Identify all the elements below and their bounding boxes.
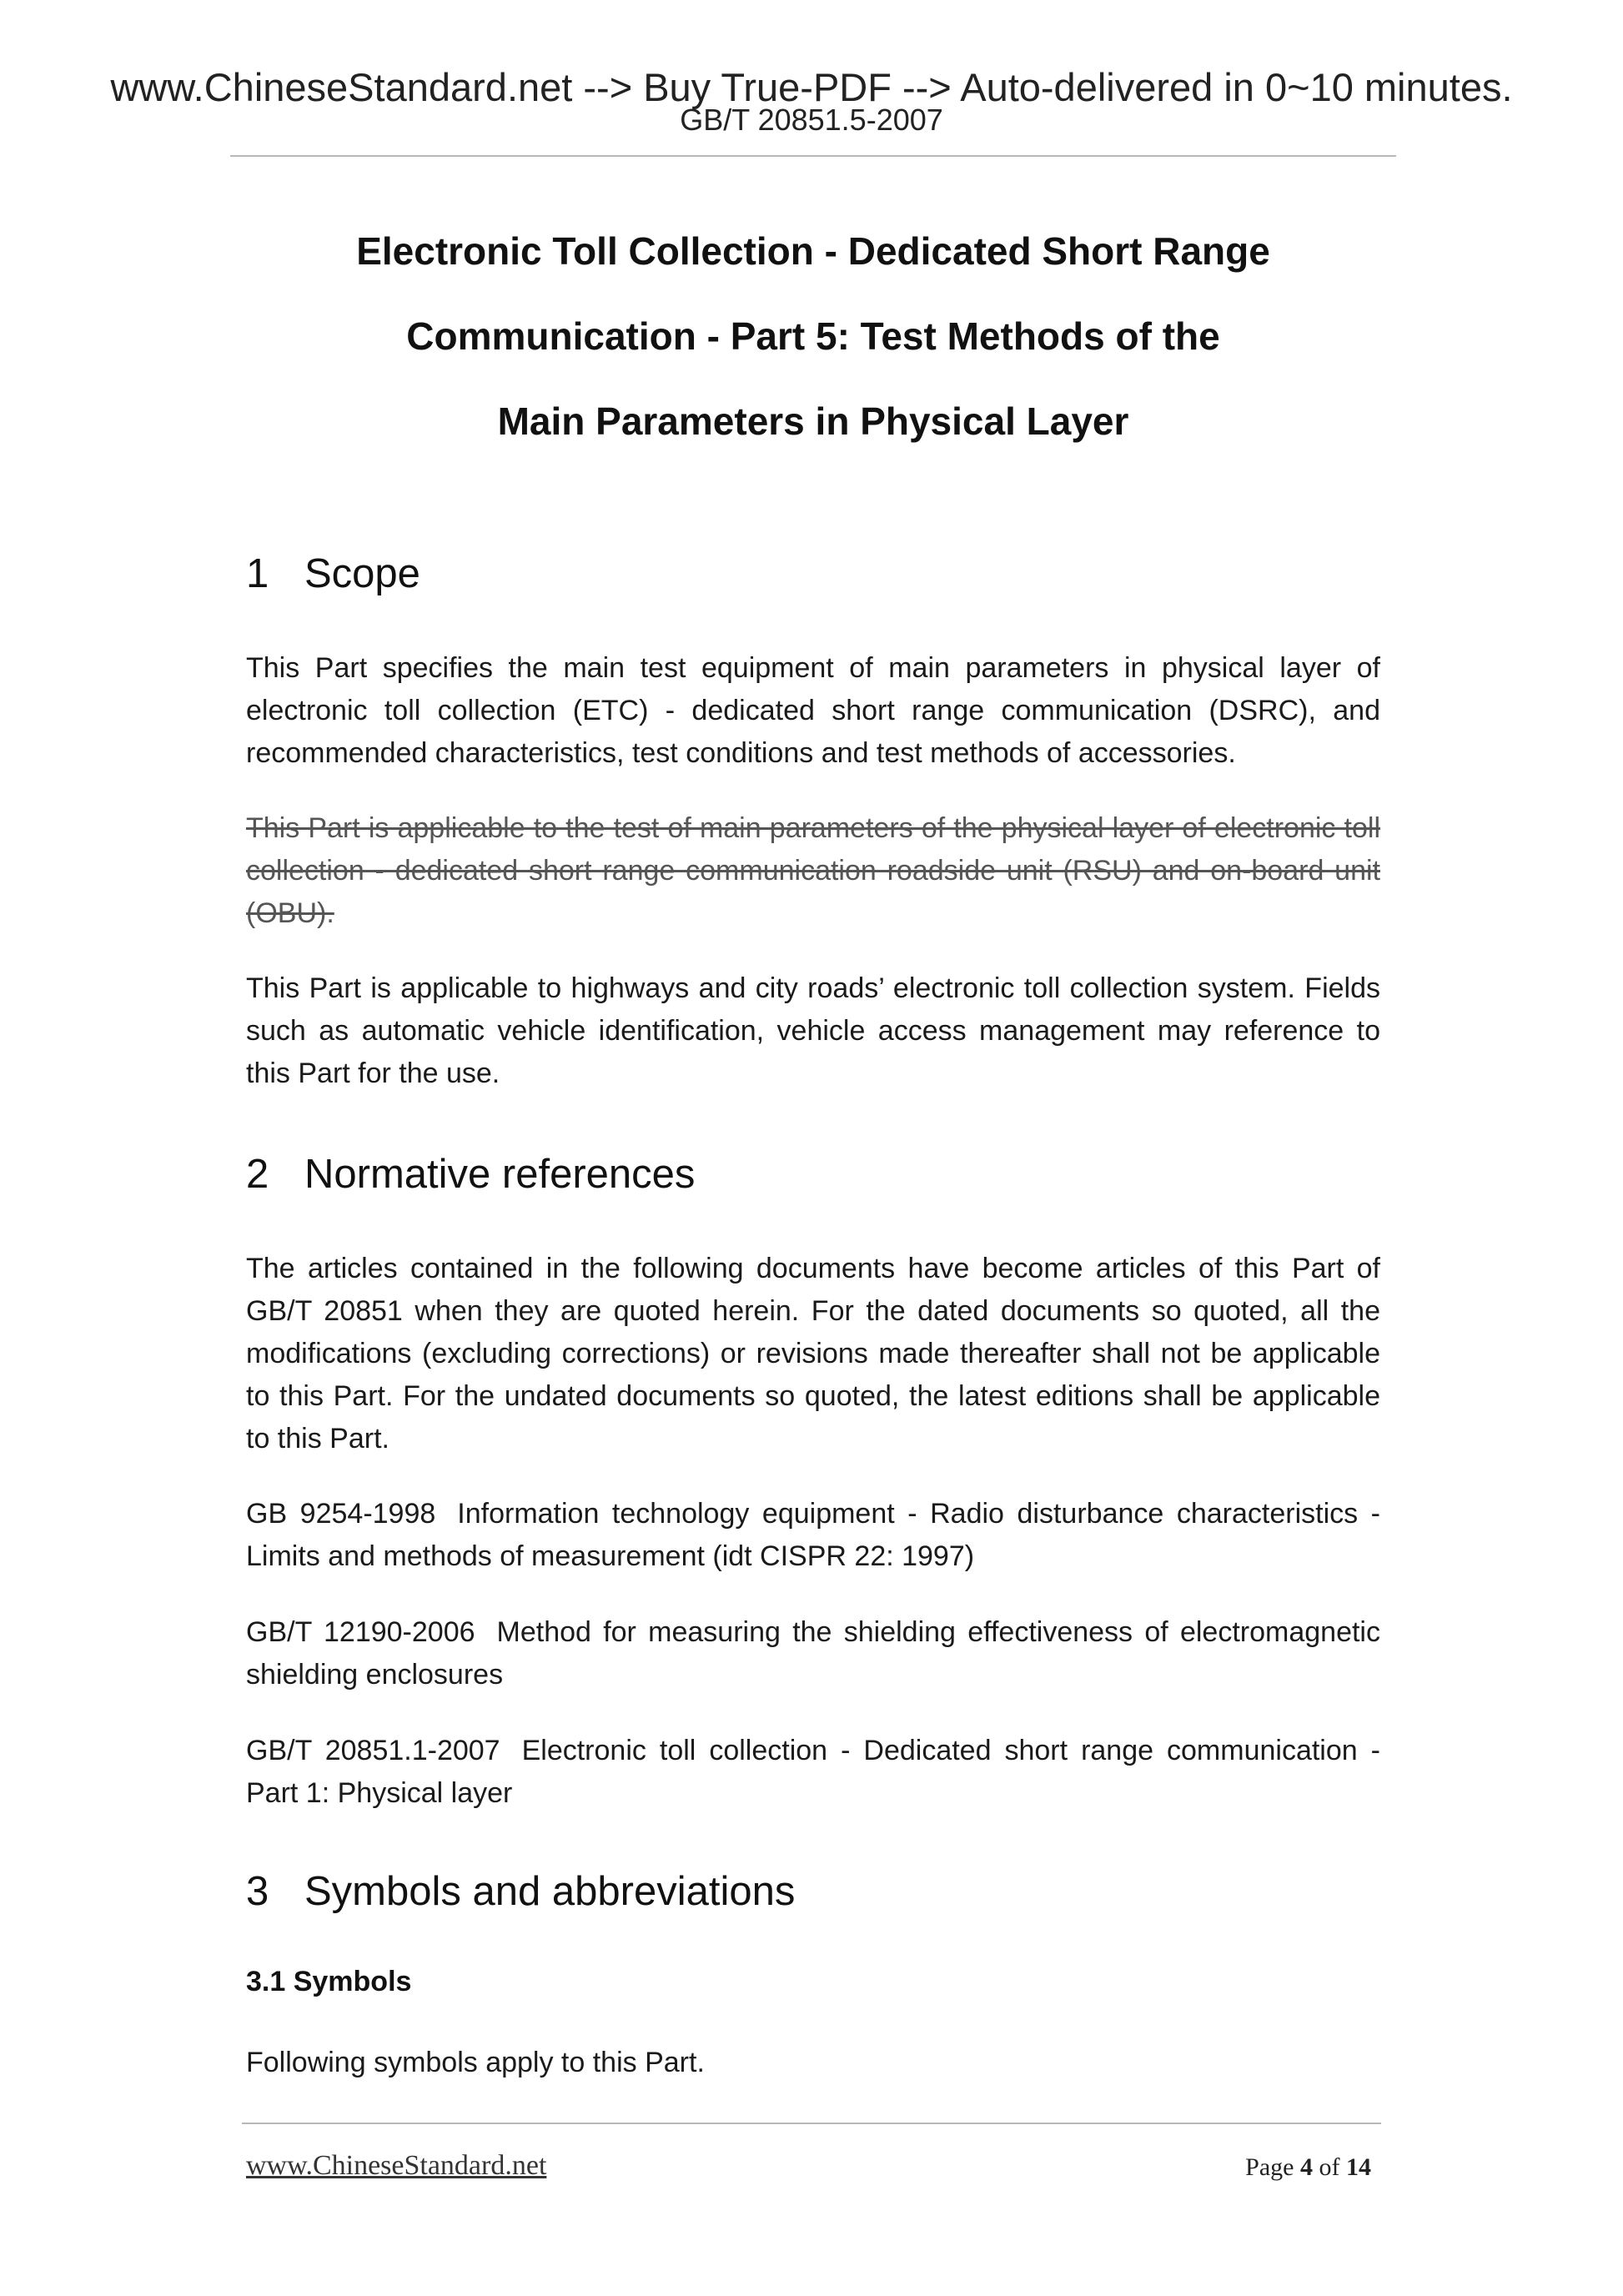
reference-code: GB/T 20851.1-2007 — [246, 1735, 500, 1766]
scope-paragraph-struck: This Part is applicable to the test of main parameters of the physical layer of electronic toll collection - dedicated short range communication roadside unit (RSU) and on-board unit (OBU). — [246, 812, 1380, 929]
title-line-2: Communication - Part 5: Test Methods of the — [406, 314, 1220, 358]
reference-title: Method for measuring the shielding effectiveness of electromagnetic shielding enclosures — [246, 1616, 1380, 1691]
reference-item — [246, 1730, 1380, 1815]
section-3-heading — [246, 1866, 795, 1917]
title-line-1: Electronic Toll Collection - Dedicated Short Range — [356, 229, 1270, 273]
footer-divider — [242, 2123, 1381, 2124]
section-number: 2 — [246, 1152, 269, 1197]
standard-id: GB/T 20851.5-2007 — [680, 103, 943, 137]
section-1-heading — [246, 549, 420, 599]
section-title: Symbols and abbreviations — [304, 1869, 796, 1914]
document-title — [230, 208, 1396, 464]
reference-item — [246, 1493, 1380, 1578]
reference-title: Information technology equipment - Radio disturbance characteristics - Limits and methods of measurement (idt CISPR 22: 1997) — [246, 1498, 1380, 1572]
page-number — [1245, 2153, 1371, 2183]
section-title: Scope — [304, 551, 420, 596]
reference-code: GB 9254-1998 — [246, 1498, 436, 1530]
symbols-paragraph: Following symbols apply to this Part. — [246, 2047, 705, 2078]
section-2-heading — [246, 1149, 695, 1199]
page-label: Page — [1245, 2153, 1294, 2181]
title-line-3: Main Parameters in Physical Layer — [497, 399, 1129, 443]
page-of: of — [1319, 2153, 1340, 2181]
page-current: 4 — [1300, 2153, 1313, 2181]
reference-code: GB/T 12190-2006 — [246, 1616, 475, 1648]
scope-paragraph-3: This Part is applicable to highways and city roads’ electronic toll collection system. Fields such as automatic vehicle identification, vehicle access management may reference to this Part for the use. — [246, 972, 1380, 1089]
scope-paragraph-1: This Part specifies the main test equipment of main parameters in physical layer of electronic toll collection (ETC) - dedicated short range communication (DSRC), and recommended characteristics, test conditions and test methods of accessories. — [246, 652, 1380, 769]
page-total: 14 — [1346, 2153, 1371, 2181]
section-number: 1 — [246, 551, 269, 596]
footer-site-link[interactable]: www.ChineseStandard.net — [246, 2150, 547, 2181]
section-title: Normative references — [304, 1152, 696, 1197]
normative-intro: The articles contained in the following documents have become articles of this Part of GB/T 20851 when they are quoted herein. For the dated documents so quoted, all the modifications (excluding corrections) or revisions made thereafter shall not be applicable to this Part. For the undated documents so quoted, the latest editions shall be applicable to this Part. — [246, 1253, 1380, 1454]
header-divider — [230, 155, 1396, 157]
reference-title: Electronic toll collection - Dedicated short range communication - Part 1: Physical layer — [246, 1735, 1380, 1809]
subsection-3-1-heading: 3.1 Symbols — [246, 1966, 412, 1997]
top-banner[interactable]: www.ChineseStandard.net --> Buy True-PDF --> Auto-delivered in 0~10 minutes. — [110, 65, 1513, 109]
reference-item — [246, 1611, 1380, 1696]
section-number: 3 — [246, 1869, 269, 1914]
